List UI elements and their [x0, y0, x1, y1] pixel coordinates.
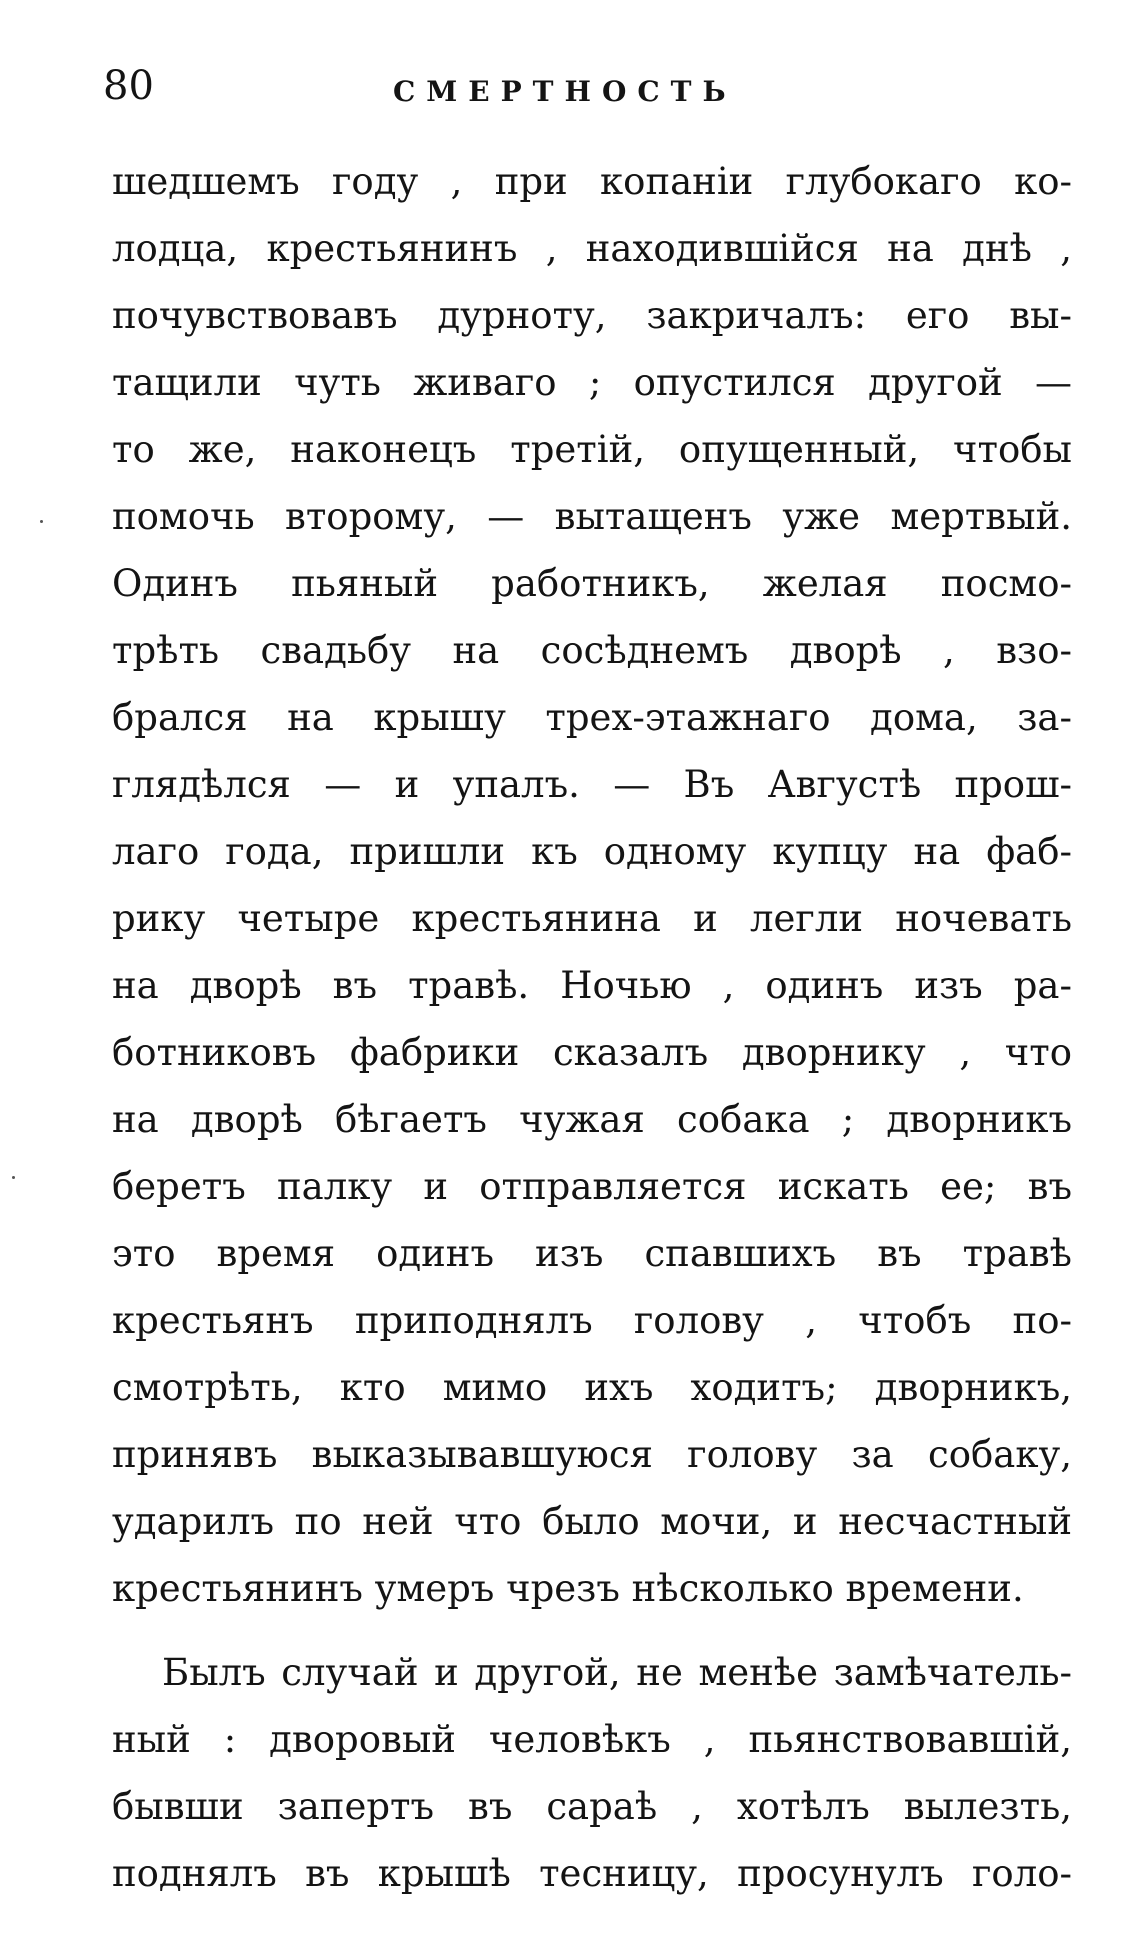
text-line: то же, наконецъ третій, опущенный, чтобы [112, 428, 1072, 471]
text-line: бывши запертъ въ сараѣ , хотѣлъ вылезть, [112, 1785, 1072, 1828]
text-line: поднялъ въ крышѣ тесницу, просунулъ голо- [112, 1852, 1072, 1895]
text-line: на дворѣ бѣгаетъ чужая собака ; дворникъ [112, 1098, 1072, 1141]
text-line: шедшемъ году , при копаніи глубокаго ко- [112, 160, 1072, 203]
text-line: тащили чуть живаго ; опустился другой — [112, 361, 1072, 404]
text-line: лодца, крестьянинъ , находившійся на днѣ , [112, 227, 1072, 270]
text-line: беретъ палку и отправляется искать ее; въ [112, 1165, 1072, 1208]
text-line: ботниковъ фабрики сказалъ дворнику , что [112, 1031, 1072, 1074]
text-line: ударилъ по ней что было мочи, и несчастный [112, 1500, 1072, 1543]
text-line: глядѣлся — и упалъ. — Въ Августѣ прош- [112, 763, 1072, 806]
text-line: Былъ случай и другой, не менѣе замѣчатель- [162, 1651, 1072, 1694]
text-line: на дворѣ въ травѣ. Ночью , одинъ изъ ра- [112, 964, 1072, 1007]
running-head: СМЕРТНОСТЬ [393, 75, 737, 108]
text-line: Одинъ пьяный работникъ, желая посмо- [112, 562, 1072, 605]
text-line: почувствовавъ дурноту, закричалъ: его вы- [112, 294, 1072, 337]
text-line: рику четыре крестьянина и легли ночевать [112, 897, 1072, 940]
paragraph-2 [112, 1639, 1072, 1907]
text-line: принявъ выказывавшуюся голову за собаку, [112, 1433, 1072, 1476]
text-line: смотрѣть, кто мимо ихъ ходитъ; дворникъ, [112, 1366, 1072, 1409]
text-line: брался на крышу трех-этажнаго дома, за- [112, 696, 1072, 739]
text-line: крестьянинъ умеръ чрезъ нѣсколько времени. [112, 1567, 1024, 1610]
text-line: трѣть свадьбу на сосѣднемъ дворѣ , взо- [112, 629, 1072, 672]
scan-speck [12, 1176, 15, 1179]
body-text [112, 148, 1072, 1907]
scan-speck [40, 520, 43, 523]
page-header [103, 56, 1083, 116]
text-line: помочь второму, — вытащенъ уже мертвый. [112, 495, 1072, 538]
text-line: ный : дворовый человѣкъ , пьянствовавшій, [112, 1718, 1072, 1761]
paragraph-1 [112, 148, 1072, 1622]
text-line: это время одинъ изъ спавшихъ въ травѣ [112, 1232, 1072, 1275]
text-line: лаго года, пришли къ одному купцу на фаб- [112, 830, 1072, 873]
page-number: 80 [103, 63, 154, 109]
text-line: крестьянъ приподнялъ голову , чтобъ по- [112, 1299, 1072, 1342]
